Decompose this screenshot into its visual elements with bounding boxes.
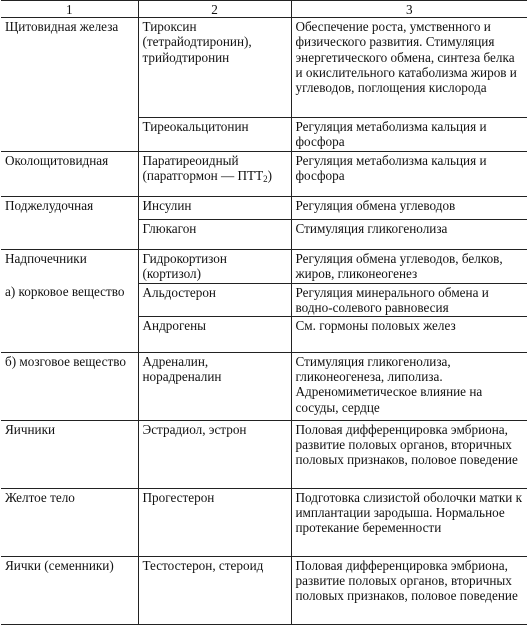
table-row <box>1 353 527 421</box>
column-header: 3 <box>291 1 527 18</box>
column-header: 2 <box>138 1 291 18</box>
table-row <box>1 283 527 316</box>
gland-cell: Надпочечники <box>1 250 138 283</box>
hormone-cell: Тироксин (тетрайодтиронин), трийодтиронин <box>138 18 291 118</box>
table-row <box>1 118 527 152</box>
function-cell: Обеспечение роста, умственного и физического развития. Стимуляция энергетического обмена, синтеза белка и окислительного катаболизма жиров и углеводов, поглощения кислорода <box>291 18 527 118</box>
function-cell: Регуляция метаболизма кальция и фосфора <box>291 118 527 152</box>
gland-cell: Околощитовидная <box>1 152 138 197</box>
function-cell: См. гормоны половых желез <box>291 317 527 353</box>
hormone-cell: Гидрокортизон (кортизол) <box>138 250 291 283</box>
function-cell: Половая дифференцировка эмбриона, развитие половых органов, вторичных половых признаков, половое поведение <box>291 557 527 625</box>
gland-cell: а) корковое вещество <box>1 283 138 316</box>
hormone-cell: Эстрадиол, эстрон <box>138 421 291 489</box>
function-cell: Стимуляция гликогенолиза, гликонеогенеза, липолиза. Адреномиметическое влияние на сосуды, сердце <box>291 353 527 421</box>
hormone-text: Паратиреоидный (паратгормон — ПТТ <box>142 153 264 184</box>
hormone-cell <box>138 152 291 197</box>
hormone-cell: Прогестерон <box>138 489 291 557</box>
table-header-row <box>1 1 527 18</box>
hormone-cell: Тиреокальцитонин <box>138 118 291 152</box>
function-cell: Подготовка слизистой оболочки матки к имплантации зародыша. Нормальное протекание беременности <box>291 489 527 557</box>
hormone-text-end: ) <box>267 168 273 184</box>
function-cell: Стимуляция гликогенолиза <box>291 220 527 250</box>
function-cell: Регуляция обмена углеводов, белков, жиров, гликонеогенез <box>291 250 527 283</box>
gland-cell: Яичники <box>1 421 138 489</box>
gland-cell: Поджелудочная <box>1 197 138 220</box>
table-row <box>1 317 527 353</box>
gland-cell <box>1 317 138 353</box>
hormone-cell: Андрогены <box>138 317 291 353</box>
table-row <box>1 250 527 283</box>
gland-cell <box>1 220 138 250</box>
table-row <box>1 557 527 625</box>
hormone-cell: Альдостерон <box>138 283 291 316</box>
gland-cell: б) мозговое вещество <box>1 353 138 421</box>
table-row <box>1 152 527 197</box>
table-row <box>1 489 527 557</box>
table-row <box>1 18 527 118</box>
function-cell: Половая дифференцировка эмбриона, развитие половых органов, вторичных половых признаков, половое поведение <box>291 421 527 489</box>
gland-cell: Желтое тело <box>1 489 138 557</box>
table-row <box>1 421 527 489</box>
hormones-table <box>1 0 527 625</box>
table-row <box>1 197 527 220</box>
gland-cell: Яички (семенники) <box>1 557 138 625</box>
function-cell: Регуляция минерального обмена и водно-солевого равновесия <box>291 283 527 316</box>
hormone-cell: Инсулин <box>138 197 291 220</box>
hormone-cell: Тестостерон, стероид <box>138 557 291 625</box>
table-row <box>1 220 527 250</box>
gland-cell <box>1 118 138 152</box>
hormone-cell: Глюкагон <box>138 220 291 250</box>
hormone-subscript: 2 <box>263 174 268 185</box>
gland-cell: Щитовидная железа <box>1 18 138 118</box>
hormone-cell: Адреналин, норадреналин <box>138 353 291 421</box>
column-header: 1 <box>1 1 138 18</box>
function-cell: Регуляция метаболизма кальция и фосфора <box>291 152 527 197</box>
function-cell: Регуляция обмена углеводов <box>291 197 527 220</box>
